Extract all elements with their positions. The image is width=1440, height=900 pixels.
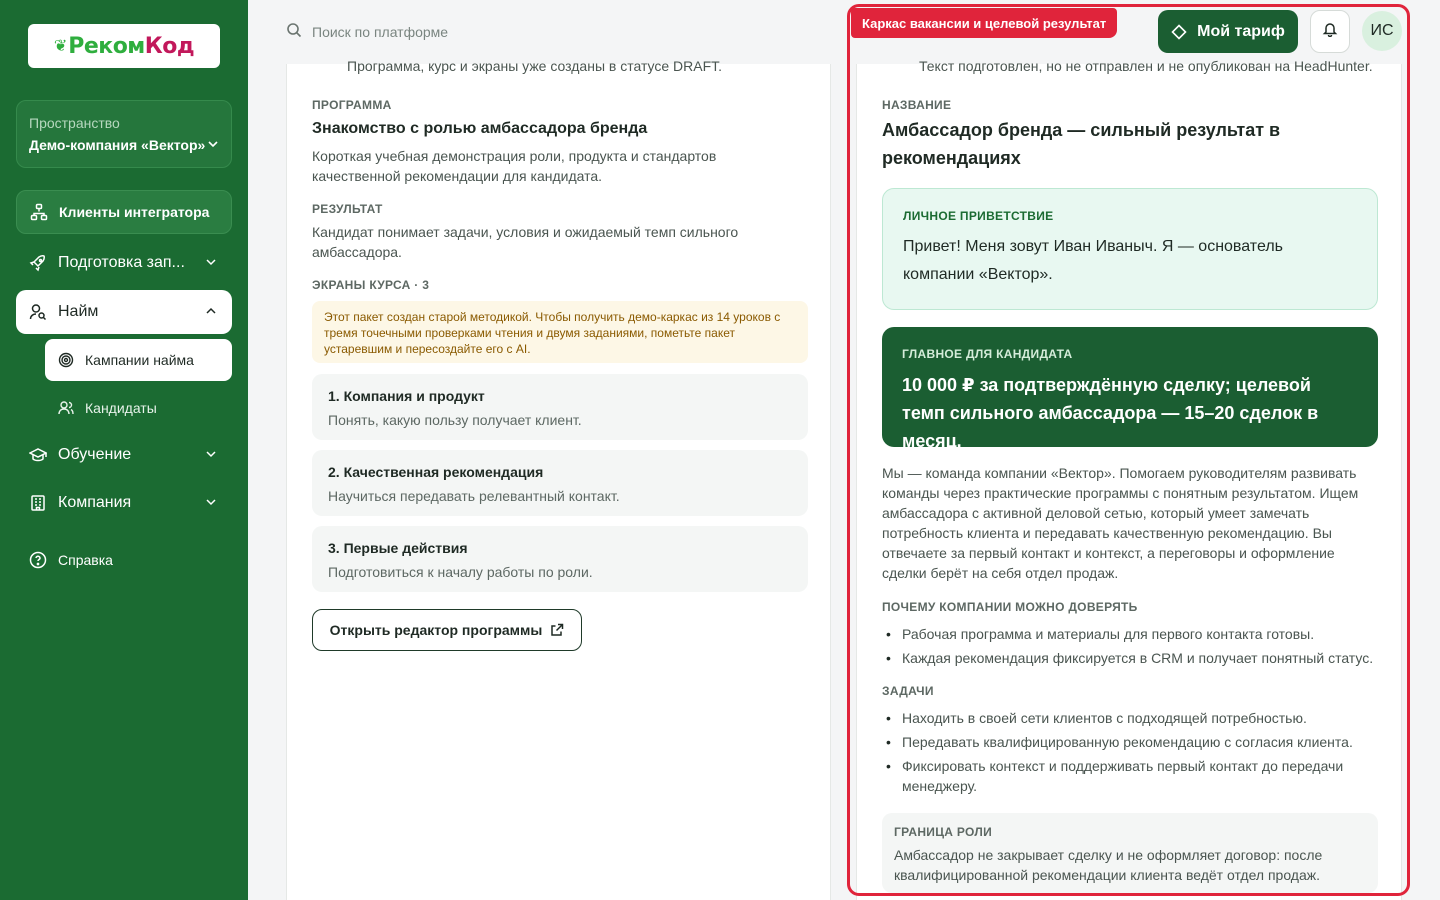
- search-bar[interactable]: [286, 22, 448, 41]
- users-icon: [57, 399, 75, 417]
- sidebar-item-label: Найм: [58, 303, 99, 320]
- result-label: РЕЗУЛЬТАТ: [312, 202, 383, 216]
- name-label: НАЗВАНИЕ: [882, 98, 952, 112]
- greeting-text: Привет! Меня зовут Иван Иваныч. Я — основатель компании «Вектор».: [903, 238, 1283, 283]
- role-boundary-label: ГРАНИЦА РОЛИ: [894, 825, 993, 839]
- logo-text-green: Реком: [68, 33, 145, 59]
- draft-note: Программа, курс и экраны уже созданы в статусе DRAFT.: [347, 58, 723, 74]
- avatar[interactable]: ИС: [1362, 11, 1402, 51]
- chevron-up-icon: [204, 304, 218, 323]
- company-description: Мы — команда компании «Вектор». Помогаем руководителям развивать команды через практические программы с понятным результатом. Ищем амбассадора с активной деловой сетью, который умеет замечать потребность клиента и передавать качественную рекомендацию. Вы отвечаете за первый контакт и контекст, а переговоры и оформление сделки берёт на себя отдел продаж.: [882, 465, 1359, 581]
- legacy-warning: Этот пакет создан старой методикой. Чтобы получить демо-каркас из 14 уроков с тремя точечными проверками чтения и двумя заданиями, пометьте пакет устаревшим и пересоздайте его с AI.: [312, 301, 808, 363]
- lesson-title: 3. Первые действия: [328, 540, 468, 556]
- lesson-description: Понять, какую пользу получает клиент.: [328, 412, 582, 428]
- lesson-description: Научиться передавать релевантный контакт.: [328, 488, 620, 504]
- open-program-editor-button[interactable]: [312, 609, 582, 651]
- sidebar-item-label: Справка: [58, 552, 113, 568]
- lesson-card[interactable]: [312, 374, 808, 440]
- open-program-editor-label: Открыть редактор программы: [329, 622, 543, 638]
- role-boundary-text: Амбассадор не закрывает сделку и не оформляет договор: после квалифицированной рекомендации клиента ведёт отдел продаж.: [894, 847, 1323, 883]
- notifications-button[interactable]: [1310, 10, 1350, 53]
- sidebar-item-clients[interactable]: [16, 190, 232, 234]
- my-plan-label: Мой тариф: [1197, 22, 1285, 40]
- user-search-icon: [28, 302, 48, 322]
- program-panel: [286, 58, 831, 900]
- tasks-label: ЗАДАЧИ: [882, 684, 934, 698]
- lesson-title: 2. Качественная рекомендация: [328, 464, 544, 480]
- chevron-down-icon: [204, 447, 218, 466]
- greeting-label: ЛИЧНОЕ ПРИВЕТСТВИЕ: [903, 209, 1054, 223]
- program-label: ПРОГРАММА: [312, 98, 392, 112]
- list-item: • Находить в своей сети клиентов с подходящей потребностью.: [882, 708, 1382, 728]
- lesson-description: Подготовиться к началу работы по роли.: [328, 564, 593, 580]
- my-plan-button[interactable]: [1158, 10, 1298, 53]
- sidebar-item-label: Кампании найма: [85, 352, 194, 368]
- bell-icon: [1322, 21, 1338, 42]
- lesson-card[interactable]: [312, 526, 808, 592]
- search-input[interactable]: Поиск по платформе: [312, 23, 449, 40]
- external-link-icon: [550, 623, 564, 637]
- sidebar-item-help[interactable]: [16, 538, 232, 582]
- rocket-icon: [28, 253, 48, 273]
- program-description: Короткая учебная демонстрация роли, продукта и стандартов качественной рекомендации для кандидата.: [312, 148, 717, 184]
- logo-text-pink: Код: [144, 33, 195, 59]
- sidebar-item-label: Клиенты интегратора: [59, 204, 210, 220]
- chevron-down-icon: [204, 495, 218, 514]
- sidebar-item-prep[interactable]: [16, 241, 232, 285]
- publish-note: Текст подготовлен, но не отправлен и не опубликован на HeadHunter.: [919, 58, 1373, 74]
- sidebar-item-company[interactable]: [16, 481, 232, 525]
- search-icon: [286, 22, 302, 41]
- building-icon: [28, 493, 48, 513]
- sidebar-item-learning[interactable]: [16, 433, 232, 477]
- graduation-cap-icon: [28, 445, 48, 465]
- workspace-selector[interactable]: [16, 100, 232, 168]
- chevron-down-icon: [207, 137, 219, 153]
- vacancy-title: Амбассадор бренда — сильный результат в рекомендациях: [882, 120, 1281, 168]
- highlight-label: ГЛАВНОЕ ДЛЯ КАНДИДАТА: [902, 347, 1073, 361]
- workspace-label: Пространство: [29, 115, 120, 131]
- lesson-title: 1. Компания и продукт: [328, 388, 485, 404]
- list-item: • Фиксировать контекст и поддерживать первый контакт до передачи менеджеру.: [882, 756, 1382, 796]
- sidebar-item-campaigns[interactable]: [45, 339, 232, 381]
- program-title: Знакомство с ролью амбассадора бренда: [312, 120, 648, 137]
- sidebar: [0, 0, 248, 900]
- highlight-text: 10 000 ₽ за подтверждённую сделку; целевой темп сильного амбассадора — 15–20 сделок в месяц.: [902, 375, 1319, 451]
- trust-label: ПОЧЕМУ КОМПАНИИ МОЖНО ДОВЕРЯТЬ: [882, 600, 1138, 614]
- screens-label: ЭКРАНЫ КУРСА · 3: [312, 278, 430, 292]
- list-item: • Передавать квалифицированную рекомендацию с согласия клиента.: [882, 732, 1382, 752]
- help-circle-icon: [28, 550, 48, 570]
- sidebar-item-label: Подготовка зап...: [58, 254, 185, 271]
- highlight-frame: [847, 4, 1410, 896]
- logo[interactable]: [28, 24, 220, 68]
- lesson-card[interactable]: [312, 450, 808, 516]
- sidebar-item-hire[interactable]: [16, 290, 232, 334]
- frame-tag: Каркас вакансии и целевой результат: [851, 8, 1117, 38]
- target-icon: [57, 351, 75, 369]
- diamond-icon: [1171, 24, 1187, 40]
- workspace-value: Демо-компания «Вектор»: [29, 137, 206, 153]
- sitemap-icon: [29, 202, 49, 222]
- sidebar-item-candidates[interactable]: [45, 387, 232, 429]
- sidebar-item-label: Компания: [58, 494, 132, 511]
- result-description: Кандидат понимает задачи, условия и ожидаемый темп сильного амбассадора.: [312, 224, 739, 260]
- list-item: • Рабочая программа и материалы для первого контакта готовы.: [882, 624, 1382, 644]
- sidebar-item-label: Кандидаты: [85, 400, 157, 416]
- list-item: • Каждая рекомендация фиксируется в CRM и получает понятный статус.: [882, 648, 1382, 668]
- sidebar-item-label: Обучение: [58, 446, 132, 463]
- leaf-icon: ❦: [53, 38, 68, 55]
- chevron-down-icon: [204, 255, 218, 274]
